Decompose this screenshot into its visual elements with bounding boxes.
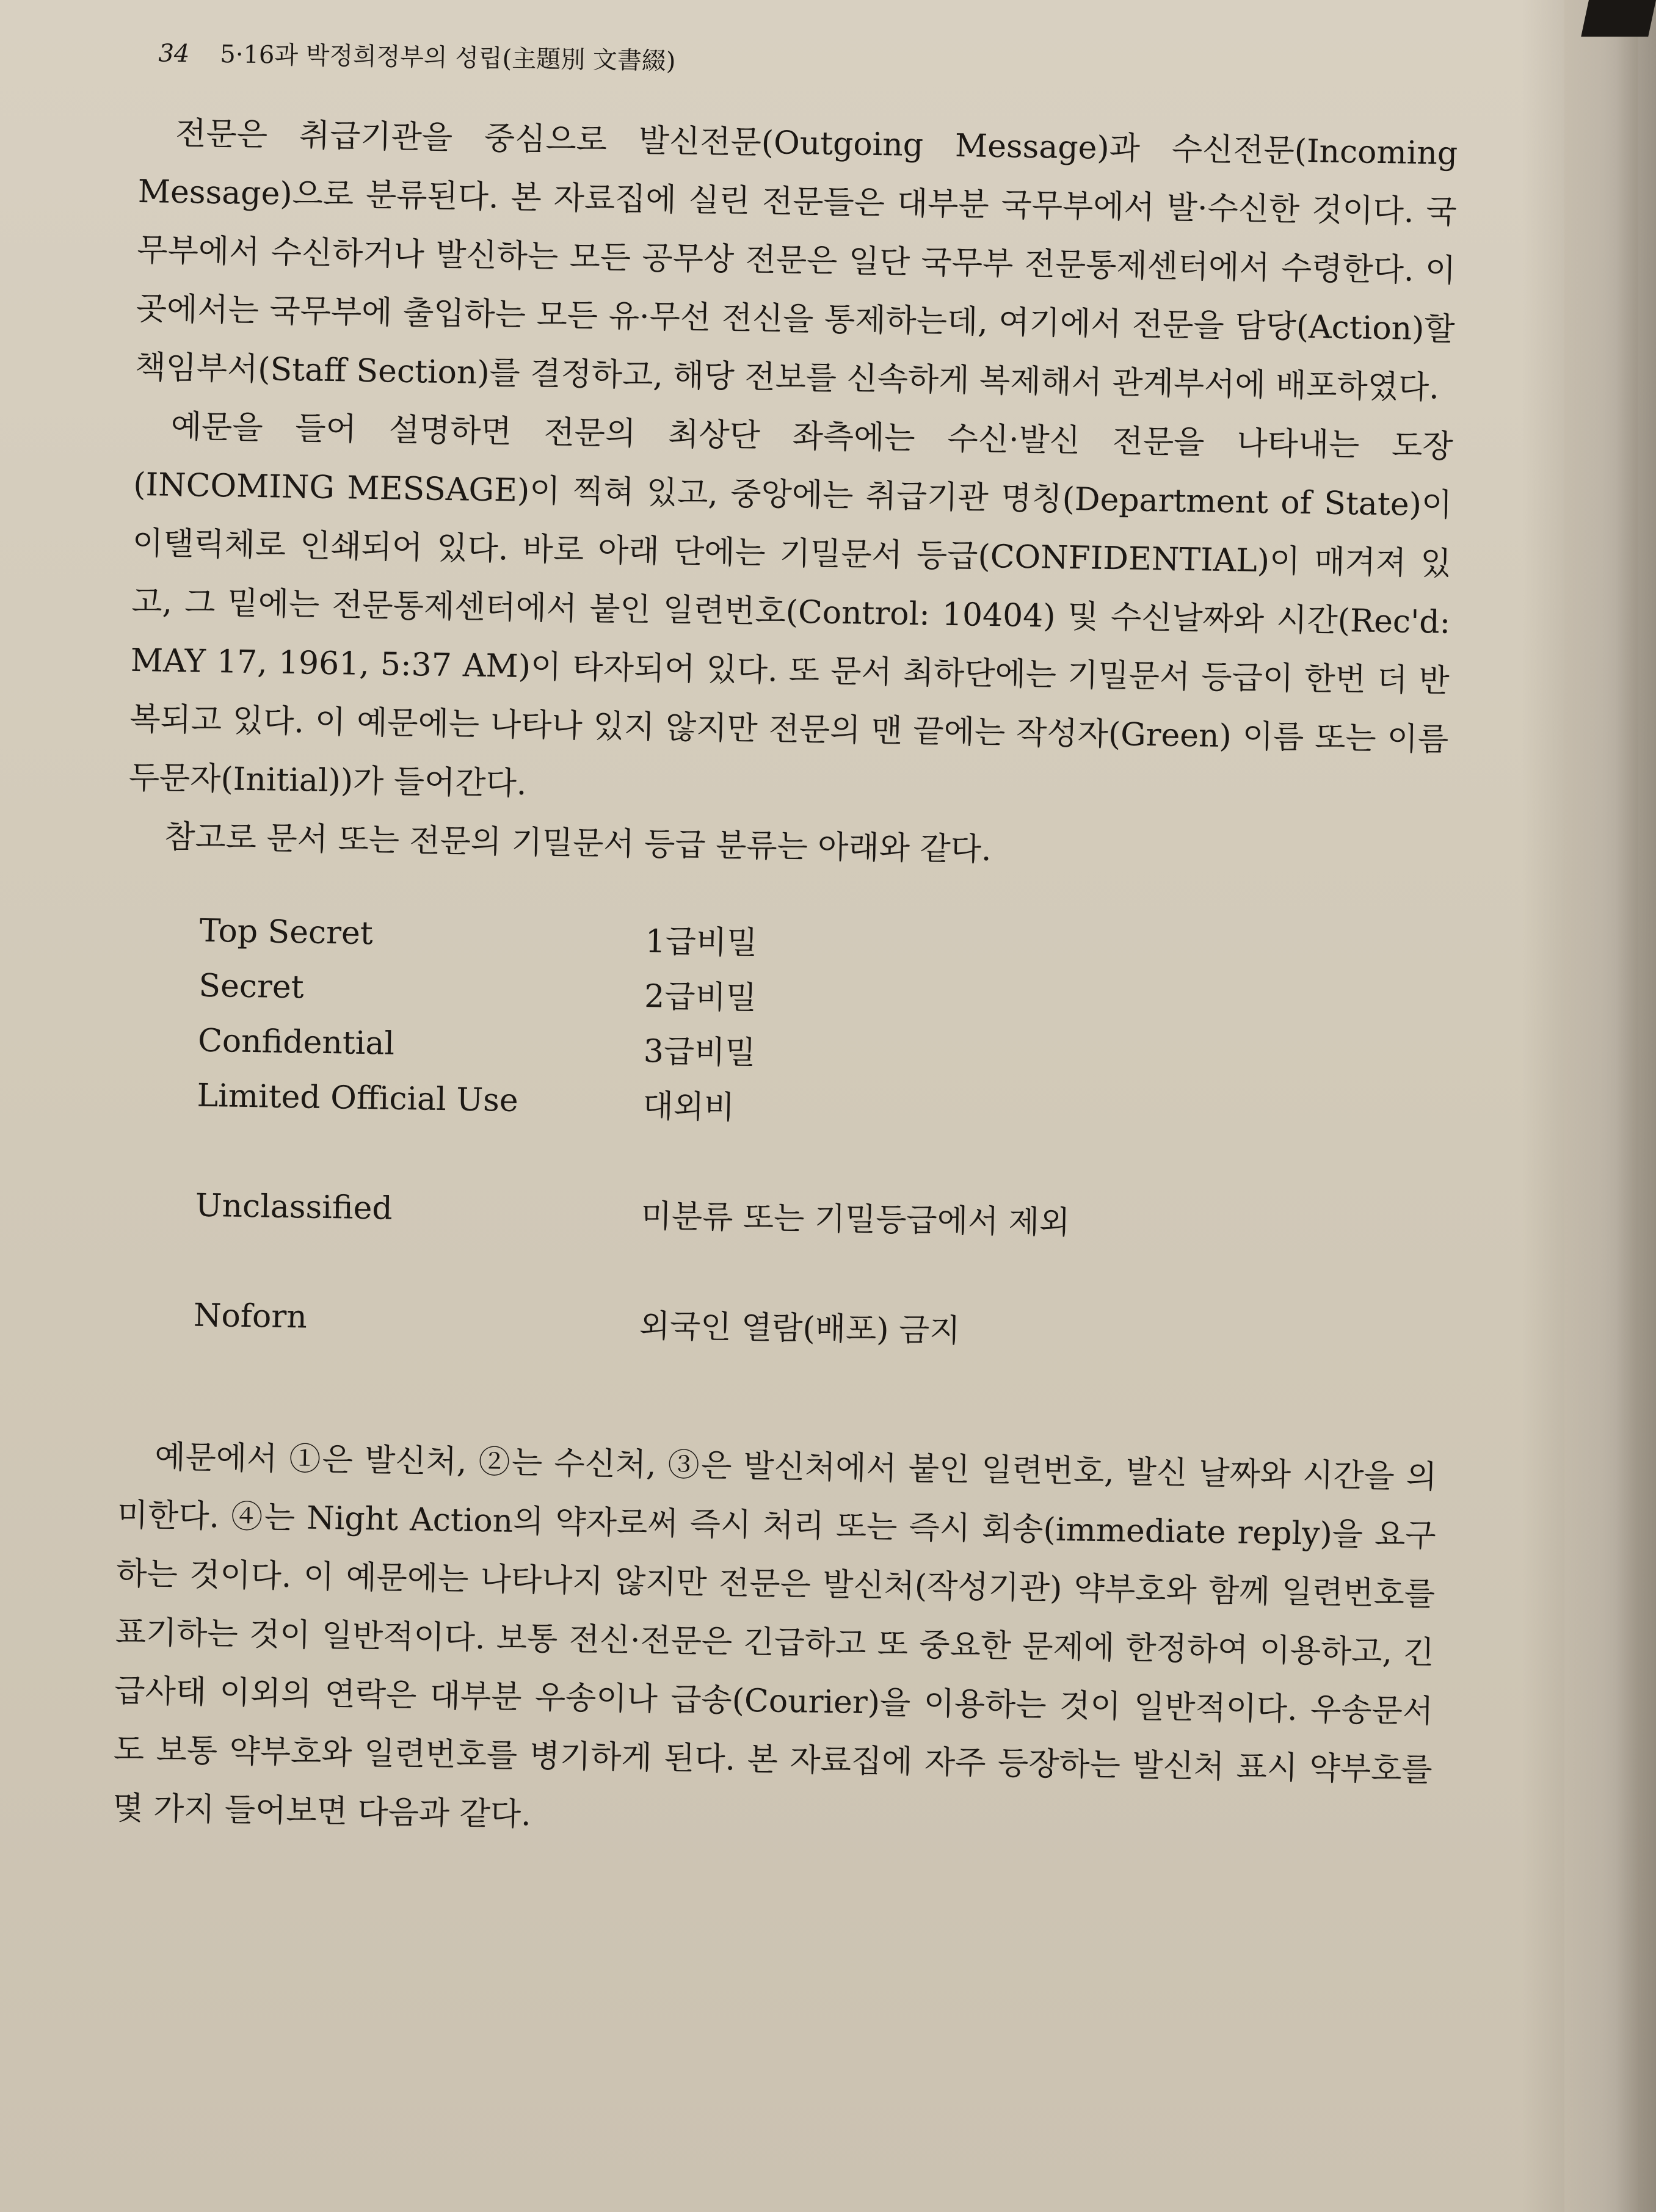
classification-korean: 2급비밀 [644,977,757,1017]
classification-korean: 외국인 열람(배포) 금지 [639,1307,961,1349]
classification-english: Confidential [197,1022,395,1062]
classification-row [193,1288,1171,1358]
paragraph-example-notation: 예문에서 ①은 발신처, ②는 수신처, ③은 발신처에서 붙인 일련번호, 발신 날짜와 시간을 의미한다. ④는 Night Action의 약자로써 즉시 처리 또는 즉시 회송(immediate reply)을 요구하는 것이다. 이 예문에는 나타나지 않지만 전문은 발신처(작성기관) 약부호와 함께 일련번호를 표기하는 것이 일반적이다. 보통 전신·전문은 긴급하고 또 중요한 문제에 한정하여 이용하고, 긴급사태 이외의 연락은 대부분 우송이나 급송(Courier)을 이용하는 것이 일반적이다. 우송문서도 보통 약부호와 일련번호를 병기하게 된다. 본 자료집에 자주 등장하는 발신처 표시 약부호를 몇 가지 들어보면 다음과 같다. [112,1438,1437,1833]
page-shadow [1522,0,1656,2212]
classification-row [195,1178,1172,1249]
page-content [112,34,1459,1858]
paragraph-classification-intro: 참고로 문서 또는 전문의 기밀문서 등급 분류는 아래와 같다. [164,818,992,869]
classification-korean: 대외비 [642,1087,735,1126]
classification-table [193,904,1177,1358]
page-number: 34 [158,39,190,68]
classification-english: Secret [198,967,305,1006]
classification-korean: 미분류 또는 기밀등급에서 제외 [641,1197,1070,1241]
classification-korean: 3급비밀 [643,1032,757,1072]
running-title: 5·16과 박정희정부의 성립(主題別 文書綴) [220,40,676,76]
paragraph-message-types: 전문은 취급기관을 중심으로 발신전문(Outgoing Message)과 수신전문(Incoming Message)으로 분류된다. 본 자료집에 실린 전문들은 대부분 국무부에서 발·수신한 것이다. 국무부에서 수신하거나 발신하는 모든 공무상 전문은 일단 국무부 전문통제센터에서 수령한다. 이곳에서는 국무부에 출입하는 모든 유·무선 전신을 통제하는데, 여기에서 전문을 담당(Action)할 책임부서(Staff Section)를 결정하고, 해당 전보를 신속하게 복제해서 관계부서에 배포하였다. [134,115,1458,407]
running-header [140,34,1459,89]
classification-english: Limited Official Use [197,1077,519,1119]
classification-english: Unclassified [195,1187,393,1227]
classification-english: Top Secret [199,912,374,952]
classification-korean: 1급비밀 [645,923,758,962]
paragraph-example-description: 예문을 들어 설명하면 전문의 최상단 좌측에는 수신·발신 전문을 나타내는 도장(INCOMING MESSAGE)이 찍혀 있고, 중앙에는 취급기관 명칭(Department of State)이 이탤릭체로 인쇄되어 있다. 바로 아래 단에는 기밀문서 등급(CONFIDENTIAL)이 매겨져 있고, 그 밑에는 전문통제센터에서 붙인 일련번호(Control: 10404) 및 수신날짜와 시간(Rec'd: MAY 17, 1961, 5:37 AM)이 타자되어 있다. 또 문서 최하단에는 기밀문서 등급이 한번 더 반복되고 있다. 이 예문에는 나타나 있지 않지만 전문의 맨 끝에는 작성자(Green) 이름 또는 이름 두문자(Initial))가 들어간다. [128,408,1454,803]
corner-shadow [1581,0,1656,37]
classification-english: Noforn [193,1297,308,1336]
